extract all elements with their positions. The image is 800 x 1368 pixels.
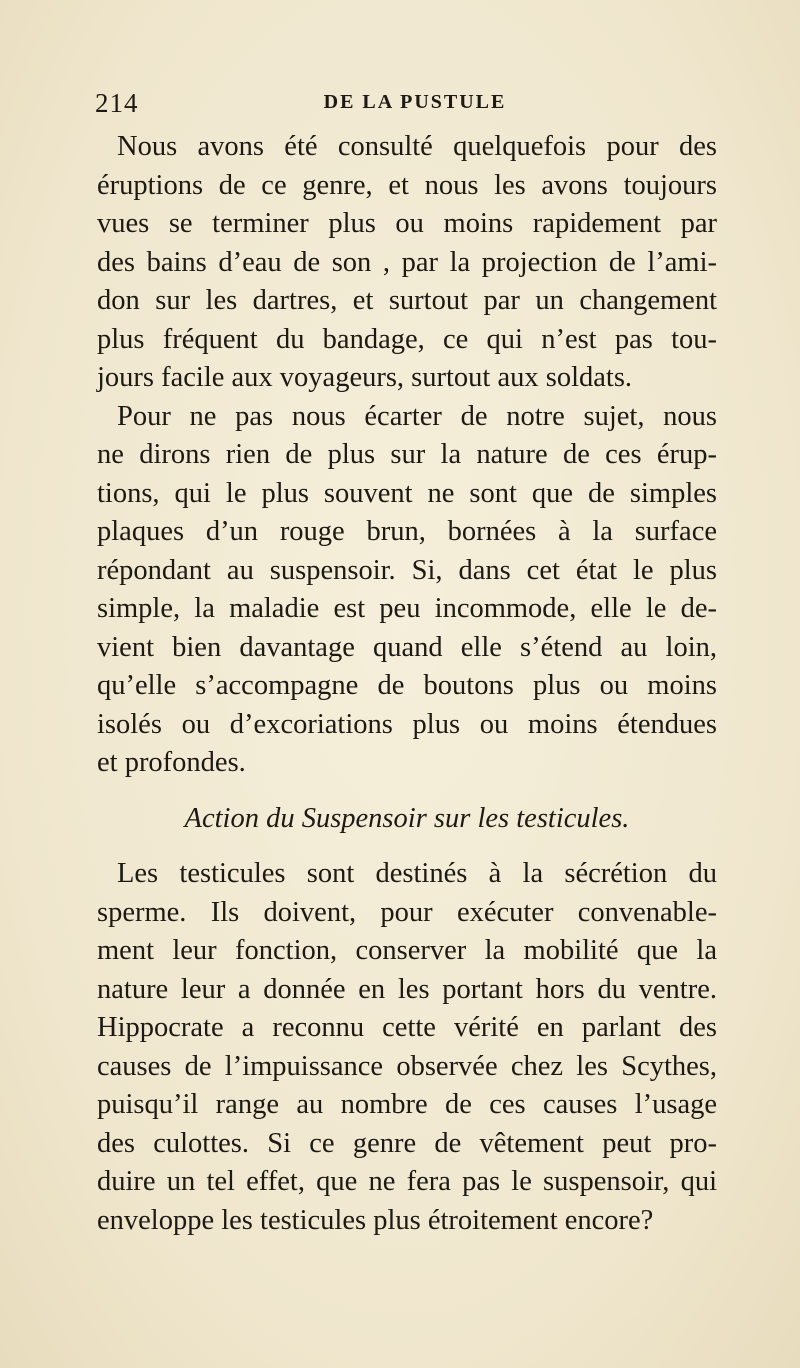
text-line: jours facile aux voyageurs, surtout aux soldats. bbox=[97, 362, 633, 393]
section-heading: Action du Suspensoir sur les testicules. bbox=[184, 802, 630, 834]
text-line: duire un tel effet, que ne fera pas le suspensoir, qui bbox=[97, 1166, 717, 1197]
text-line: nature leur a donnée en les portant hors du ventre. bbox=[97, 973, 717, 1005]
running-head: DE LA PUSTULE bbox=[323, 91, 507, 113]
text-line: vient bien davantage quand elle s’étend au loin, bbox=[97, 631, 717, 663]
text-line: des culottes. Si ce genre de vêtement peut pro- bbox=[97, 1127, 717, 1159]
body-text bbox=[97, 128, 717, 1240]
text-line: causes de l’impuissance observée chez les Scythes, bbox=[97, 1050, 717, 1082]
text-line: Nous avons été consulté quelquefois pour des bbox=[117, 131, 717, 162]
text-line: tions, qui le plus souvent ne sont que de simples bbox=[97, 477, 717, 509]
text-line: des bains d’eau de son , par la projection de l’ami- bbox=[97, 246, 717, 278]
text-line: ment leur fonction, conserver la mobilité que la bbox=[97, 935, 717, 966]
text-line: ne dirons rien de plus sur la nature de ces érup- bbox=[97, 439, 717, 470]
text-line: plus fréquent du bandage, ce qui n’est pas tou- bbox=[97, 323, 717, 355]
text-line: simple, la maladie est peu incommode, elle le de- bbox=[97, 593, 717, 624]
text-line: qu’elle s’accompagne de boutons plus ou moins bbox=[97, 670, 717, 701]
text-line: enveloppe les testicules plus étroitement encore? bbox=[97, 1204, 654, 1236]
text-line: plaques d’un rouge brun, bornées à la surface bbox=[97, 516, 717, 547]
text-line: Hippocrate a reconnu cette vérité en parlant des bbox=[97, 1012, 717, 1043]
text-line: vues se terminer plus ou moins rapidement par bbox=[97, 208, 717, 239]
page-header bbox=[95, 88, 735, 118]
text-line: isolés ou d’excoriations plus ou moins étendues bbox=[97, 708, 717, 740]
text-line: et profondes. bbox=[97, 747, 246, 778]
text-line: répondant au suspensoir. Si, dans cet état le plus bbox=[97, 554, 717, 586]
page-number: 214 bbox=[95, 88, 139, 118]
text-line: sperme. Ils doivent, pour exécuter convenable- bbox=[97, 896, 717, 928]
text-line: éruptions de ce genre, et nous les avons toujours bbox=[97, 169, 717, 201]
text-line: don sur les dartres, et surtout par un changement bbox=[97, 285, 717, 316]
text-line: Pour ne pas nous écarter de notre sujet, nous bbox=[117, 400, 717, 432]
text-line: puisqu’il range au nombre de ces causes l’usage bbox=[97, 1089, 717, 1120]
text-line: Les testicules sont destinés à la sécrétion du bbox=[117, 858, 717, 889]
